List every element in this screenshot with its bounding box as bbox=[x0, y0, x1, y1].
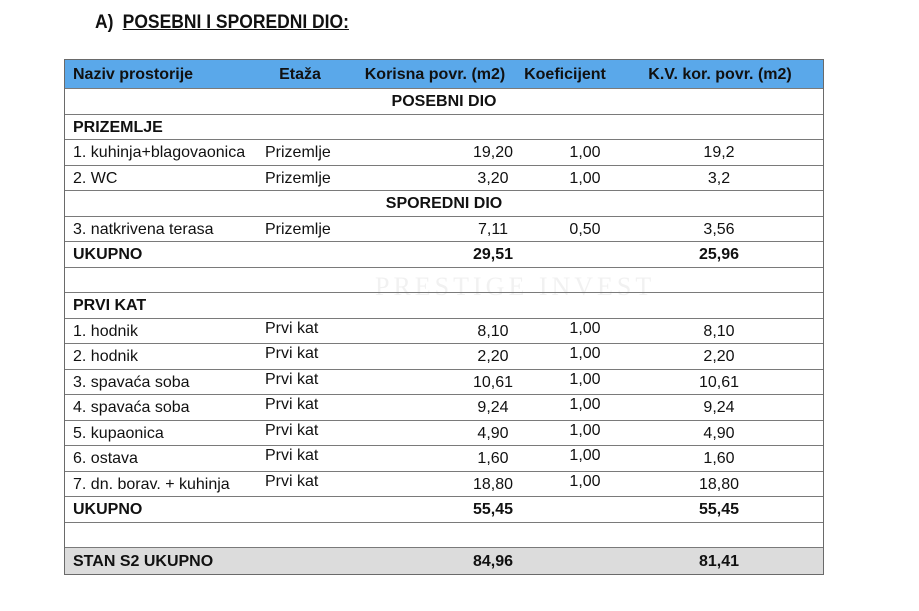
room-koef: 1,00 bbox=[569, 421, 601, 439]
room-name: 6. ostava bbox=[73, 450, 138, 468]
room-kv: 3,56 bbox=[703, 220, 735, 238]
room-korisna: 3,20 bbox=[477, 169, 509, 187]
heading-title: POSEBNI I SPOREDNI DIO: bbox=[122, 12, 349, 33]
room-name: 5. kupaonica bbox=[73, 424, 164, 442]
room-name: 7. dn. borav. + kuhinja bbox=[73, 475, 230, 493]
room-korisna: 1,60 bbox=[477, 450, 509, 468]
floor-label: PRIZEMLJE bbox=[73, 118, 163, 136]
header-kv: K.V. kor. povr. (m2) bbox=[648, 65, 792, 83]
section-row-posebni bbox=[65, 89, 823, 115]
room-kv: 18,80 bbox=[698, 475, 740, 493]
empty-row bbox=[65, 268, 823, 294]
total-korisna: 29,51 bbox=[472, 246, 514, 264]
total-kv: 55,45 bbox=[698, 501, 740, 519]
total-korisna: 84,96 bbox=[472, 552, 514, 570]
header-etaza: Etaža bbox=[279, 65, 321, 83]
room-korisna: 9,24 bbox=[477, 399, 509, 417]
room-koef: 1,00 bbox=[569, 345, 601, 363]
room-koef: 1,00 bbox=[569, 396, 601, 414]
total-label: UKUPNO bbox=[73, 246, 143, 264]
table-row bbox=[65, 446, 823, 472]
room-name: 2. hodnik bbox=[73, 348, 138, 366]
table-row bbox=[65, 319, 823, 345]
total-korisna: 55,45 bbox=[472, 501, 514, 519]
header-korisna: Korisna povr. (m2) bbox=[364, 65, 506, 83]
room-etaza: Prvi kat bbox=[265, 421, 319, 439]
room-koef: 0,50 bbox=[569, 220, 601, 238]
room-korisna: 8,10 bbox=[477, 322, 509, 340]
table-row bbox=[65, 166, 823, 192]
room-etaza: Prvi kat bbox=[265, 345, 319, 363]
total-row-prvi-kat bbox=[65, 497, 823, 523]
section-heading bbox=[95, 12, 349, 34]
room-name: 1. hodnik bbox=[73, 322, 138, 340]
table-row bbox=[65, 344, 823, 370]
room-name: 1. kuhinja+blagovaonica bbox=[73, 144, 246, 162]
table-row bbox=[65, 370, 823, 396]
room-koef: 1,00 bbox=[569, 169, 601, 187]
room-korisna: 19,20 bbox=[472, 144, 514, 162]
room-kv: 9,24 bbox=[703, 399, 735, 417]
room-name: 4. spavaća soba bbox=[73, 399, 190, 417]
header-naziv: Naziv prostorije bbox=[73, 65, 194, 83]
table-row bbox=[65, 421, 823, 447]
room-korisna: 18,80 bbox=[472, 475, 514, 493]
room-name: 3. spavaća soba bbox=[73, 373, 190, 391]
heading-prefix: A) bbox=[95, 12, 114, 33]
section-label: POSEBNI DIO bbox=[391, 93, 497, 111]
room-name: 2. WC bbox=[73, 169, 118, 187]
room-etaza: Prizemlje bbox=[265, 169, 331, 187]
total-kv: 25,96 bbox=[698, 246, 740, 264]
floor-row-prvi-kat bbox=[65, 293, 823, 319]
room-koef: 1,00 bbox=[569, 144, 601, 162]
room-kv: 19,2 bbox=[703, 144, 735, 162]
total-row-prizemlje bbox=[65, 242, 823, 268]
room-etaza: Prvi kat bbox=[265, 472, 319, 490]
watermark: PRESTIGE INVEST bbox=[375, 272, 656, 301]
room-koef: 1,00 bbox=[569, 472, 601, 490]
header-koeficijent: Koeficijent bbox=[524, 65, 606, 83]
room-koef: 1,00 bbox=[569, 447, 601, 465]
table-row bbox=[65, 140, 823, 166]
total-label: STAN S2 UKUPNO bbox=[73, 552, 214, 570]
room-korisna: 2,20 bbox=[477, 348, 509, 366]
room-korisna: 7,11 bbox=[478, 220, 508, 238]
table-row bbox=[65, 395, 823, 421]
table-row bbox=[65, 217, 823, 243]
room-etaza: Prvi kat bbox=[265, 370, 319, 388]
table-header bbox=[65, 60, 823, 89]
room-kv: 1,60 bbox=[703, 450, 735, 468]
room-koef: 1,00 bbox=[569, 370, 601, 388]
room-kv: 3,2 bbox=[707, 169, 731, 187]
floor-row-prizemlje bbox=[65, 115, 823, 141]
empty-row bbox=[65, 523, 823, 549]
room-kv: 2,20 bbox=[703, 348, 735, 366]
total-label: UKUPNO bbox=[73, 501, 143, 519]
room-etaza: Prvi kat bbox=[265, 396, 319, 414]
room-etaza: Prizemlje bbox=[265, 144, 331, 162]
room-kv: 10,61 bbox=[698, 373, 740, 391]
room-korisna: 10,61 bbox=[472, 373, 514, 391]
total-row-stan bbox=[65, 548, 823, 574]
section-row-sporedni bbox=[65, 191, 823, 217]
floor-label: PRVI KAT bbox=[73, 297, 147, 315]
room-etaza: Prvi kat bbox=[265, 447, 319, 465]
room-korisna: 4,90 bbox=[477, 424, 509, 442]
room-kv: 4,90 bbox=[703, 424, 735, 442]
table-row bbox=[65, 472, 823, 498]
total-kv: 81,41 bbox=[698, 552, 740, 570]
area-table bbox=[64, 59, 824, 575]
room-name: 3. natkrivena terasa bbox=[73, 220, 214, 238]
room-kv: 8,10 bbox=[703, 322, 735, 340]
room-etaza: Prizemlje bbox=[265, 220, 331, 238]
room-etaza: Prvi kat bbox=[265, 319, 319, 337]
room-koef: 1,00 bbox=[569, 319, 601, 337]
section-label: SPOREDNI DIO bbox=[385, 195, 503, 213]
